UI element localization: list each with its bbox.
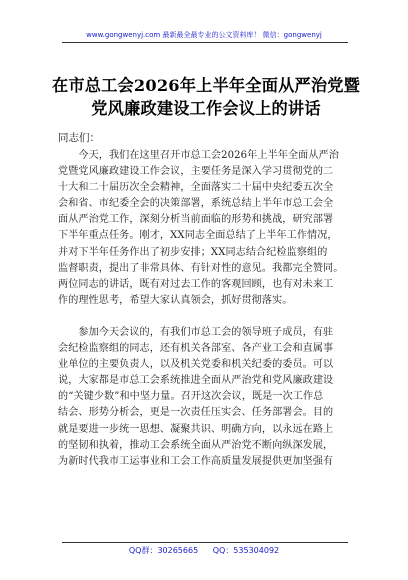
paragraph-line: 并对下半年任务作出了初步安排；XX同志结合纪检监察组的	[58, 246, 328, 258]
paragraph-line: 的“关键少数”和中坚力量。召开这次会议，既是一次工作总	[58, 391, 324, 403]
footer-qq: QQ：535304092	[212, 546, 280, 555]
paragraph-1	[58, 148, 356, 309]
header-divider	[62, 42, 348, 43]
title-line-1: 在市总工会2026年上半年全面从严治党暨	[51, 76, 361, 95]
paragraph-line: 党暨党风廉政建设工作会议，主要任务是深入学习贯彻党的二	[58, 166, 334, 178]
paragraph-line: 为新时代我市工运事业和工会工作高质量发展提供更加坚强有	[58, 455, 334, 467]
salutation: 同志们：	[58, 132, 100, 144]
title-line-2: 党风廉政建设工作会议上的讲话	[91, 99, 321, 118]
paragraph-line: 今天，我们在这里召开市总工会2026年上半年全面从严治	[58, 150, 339, 161]
paragraph-line: 作的理性思考，希望大家认真领会，抓好贯彻落实。	[58, 294, 293, 306]
paragraph-line: 监督职责，提出了非常具体、有针对性的意见。我都完全赞同。	[58, 262, 344, 274]
paragraph-2	[58, 325, 356, 470]
paragraph-line: 就是要进一步统一思想、凝聚共识、明确方向，以永远在路上	[58, 423, 334, 435]
paragraph-line: 会纪检监察组的同志，还有机关各部室、各产业工会和直属事	[58, 343, 334, 355]
paragraph-line: 的坚韧和执着，推动工会系统全面从严治党不断向纵深发展，	[58, 439, 334, 451]
paragraph-line: 下半年重点任务。刚才，XX同志全面总结了上半年工作情况，	[58, 230, 338, 242]
document-title	[44, 74, 368, 120]
footer-banner	[0, 545, 408, 556]
paragraph-line: 会和省、市纪委全会的决策部署，系统总结上半年市总工会全	[58, 198, 334, 210]
paragraph-line: 面从严治党工作，深刻分析当前面临的形势和挑战，研究部署	[58, 214, 334, 226]
paragraph-line: 两位同志的讲话，既有对过去工作的客观回顾，也有对未来工	[58, 278, 334, 290]
footer-divider	[62, 542, 348, 543]
paragraph-line: 十大和二十届历次全会精神，全面落实二十届中央纪委五次全	[58, 182, 334, 194]
paragraph-line: 结会、形势分析会，更是一次责任压实会、任务部署会。目的	[58, 407, 334, 419]
paragraph-line: 参加今天会议的，有我们市总工会的领导班子成员，有驻	[58, 327, 334, 338]
paragraph-line: 业单位的主要负责人，以及机关党委和机关纪委的委员。可以	[58, 359, 334, 371]
header-banner: www.gongwenyj.com 最新最全最专业的公文资料库！ 微信：gongwenyj	[86, 31, 322, 39]
footer-qq-group: QQ群：30265665	[128, 546, 199, 555]
paragraph-line: 说，大家都是市总工会系统推进全面从严治党和党风廉政建设	[58, 375, 334, 387]
